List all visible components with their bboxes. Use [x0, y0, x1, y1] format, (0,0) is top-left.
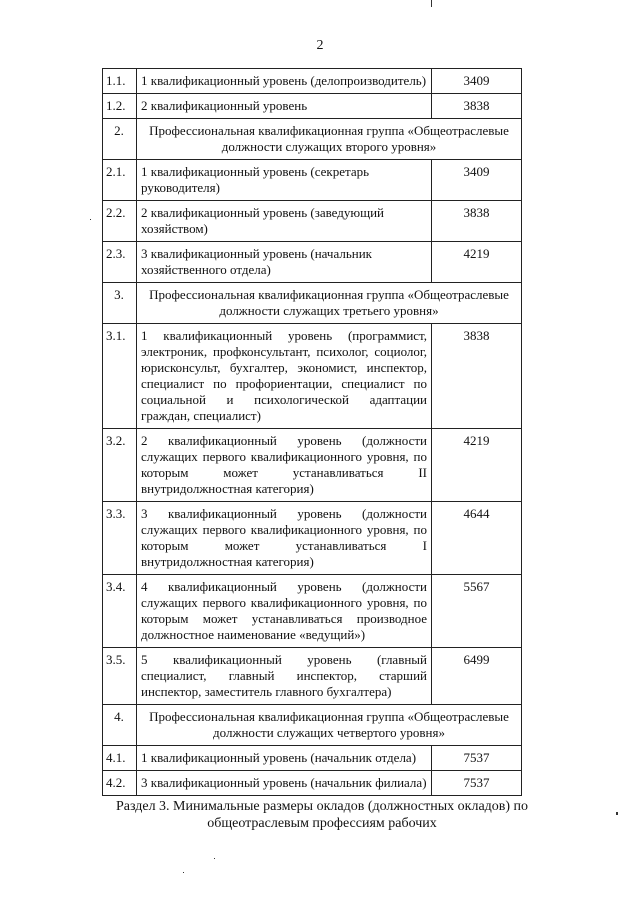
group-row [103, 119, 522, 160]
row-number: 2.3. [103, 242, 137, 283]
table-row [103, 201, 522, 242]
row-number: 3.1. [103, 324, 137, 429]
row-description: 1 квалификационный уровень (секретарь руководителя) [137, 160, 432, 201]
row-salary: 3838 [432, 201, 522, 242]
row-description: 1 квалификационный уровень (делопроизводитель) [137, 69, 432, 94]
table-row [103, 160, 522, 201]
group-number: 2. [103, 119, 137, 160]
scan-speck [183, 872, 184, 873]
row-description: 2 квалификационный уровень [137, 94, 432, 119]
section-heading: Раздел 3. Минимальные размеры окладов (должностных окладов) по общеотраслевым профессиям рабочих [115, 799, 529, 831]
row-salary: 4644 [432, 502, 522, 575]
row-number: 4.1. [103, 746, 137, 771]
group-number: 3. [103, 283, 137, 324]
row-number: 1.1. [103, 69, 137, 94]
row-number: 2.1. [103, 160, 137, 201]
table-row [103, 575, 522, 648]
row-description: 1 квалификационный уровень (начальник отдела) [137, 746, 432, 771]
scan-speck [616, 812, 618, 815]
row-number: 3.5. [103, 648, 137, 705]
group-title: Профессиональная квалификационная группа «Общеотраслевые должности служащих второго уровня» [137, 119, 522, 160]
row-salary: 7537 [432, 771, 522, 796]
group-row [103, 705, 522, 746]
row-number: 2.2. [103, 201, 137, 242]
scan-speck [90, 219, 91, 220]
group-row [103, 283, 522, 324]
group-number: 4. [103, 705, 137, 746]
table-row [103, 771, 522, 796]
row-salary: 7537 [432, 746, 522, 771]
row-description: 3 квалификационный уровень (начальник филиала) [137, 771, 432, 796]
row-description: 2 квалификационный уровень (должности служащих первого квалификационного уровня, по которым может устанавливаться II внутридолжностная категория) [137, 429, 432, 502]
salary-table [102, 68, 522, 796]
page-number: 2 [316, 38, 324, 53]
row-number: 1.2. [103, 94, 137, 119]
table-row [103, 69, 522, 94]
row-description: 5 квалификационный уровень (главный специалист, главный инспектор, старший инспектор, заместитель главного бухгалтера) [137, 648, 432, 705]
row-number: 4.2. [103, 771, 137, 796]
row-salary: 4219 [432, 242, 522, 283]
scan-speck [431, 0, 432, 7]
row-salary: 3409 [432, 69, 522, 94]
row-description: 3 квалификационный уровень (начальник хозяйственного отдела) [137, 242, 432, 283]
table-row [103, 502, 522, 575]
row-salary: 5567 [432, 575, 522, 648]
row-number: 3.2. [103, 429, 137, 502]
row-description: 2 квалификационный уровень (заведующий хозяйством) [137, 201, 432, 242]
row-description: 4 квалификационный уровень (должности служащих первого квалификационного уровня, по которым может устанавливаться производное должностное наименование «ведущий») [137, 575, 432, 648]
row-salary: 4219 [432, 429, 522, 502]
table-row [103, 324, 522, 429]
table-row [103, 94, 522, 119]
row-salary: 6499 [432, 648, 522, 705]
row-salary: 3838 [432, 94, 522, 119]
table-row [103, 746, 522, 771]
table-row [103, 429, 522, 502]
table-row [103, 648, 522, 705]
scan-speck [214, 858, 215, 859]
row-salary: 3838 [432, 324, 522, 429]
row-number: 3.3. [103, 502, 137, 575]
group-title: Профессиональная квалификационная группа «Общеотраслевые должности служащих четвертого уровня» [137, 705, 522, 746]
row-salary: 3409 [432, 160, 522, 201]
row-description: 3 квалификационный уровень (должности служащих первого квалификационного уровня, по которым может устанавливаться I внутридолжностная категория) [137, 502, 432, 575]
group-title: Профессиональная квалификационная группа «Общеотраслевые должности служащих третьего уровня» [137, 283, 522, 324]
row-description: 1 квалификационный уровень (программист, электроник, профконсультант, психолог, социолог, юрисконсульт, бухгалтер, экономист, инспектор, специалист по профориентации, специалист по социальной и психологической адаптации граждан, специалист) [137, 324, 432, 429]
table-row [103, 242, 522, 283]
row-number: 3.4. [103, 575, 137, 648]
